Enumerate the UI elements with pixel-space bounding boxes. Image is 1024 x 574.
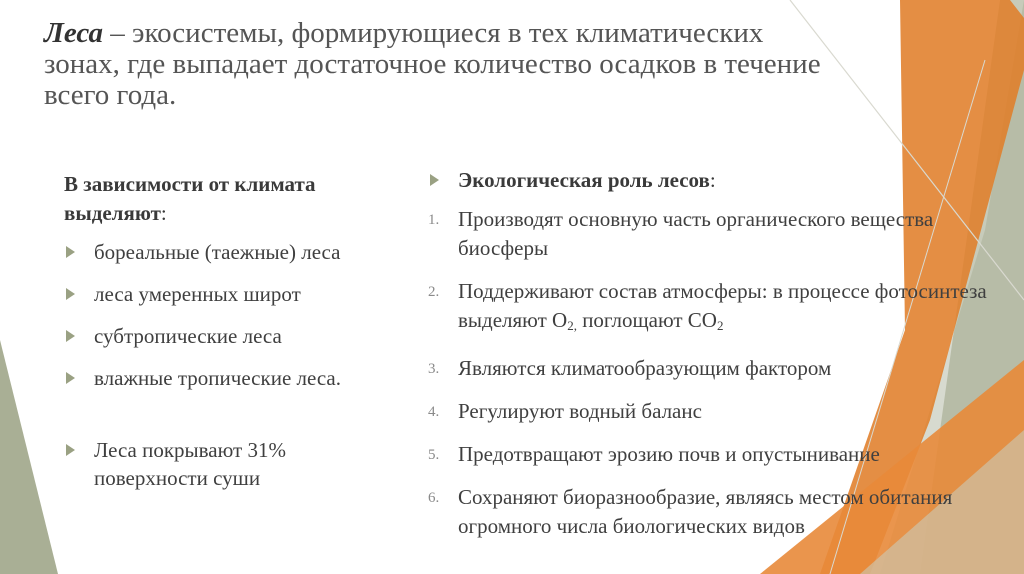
bullet-arrow-icon [66,330,75,342]
right-heading-bold: Экологическая роль лесов [458,168,710,192]
item-number: 2. [428,284,440,300]
note-text: Леса покрывают 31% поверхности суши [94,438,286,490]
list-item [64,280,394,308]
list-item [64,322,394,350]
right-column [428,166,998,555]
numbered-item [428,354,998,383]
bullet-arrow-icon [430,174,439,186]
bullet-arrow-icon [66,372,75,384]
bullet-arrow-icon [66,444,75,456]
numbered-item [428,397,998,426]
list-item-text: бореальные (таежные) леса [94,240,341,264]
title-emphasis: Леса [44,17,104,49]
list-item [64,364,394,392]
list-item-text: леса умеренных широт [94,282,301,306]
left-heading-bold: В зависимости от климата выделяют [64,172,316,225]
bullet-arrow-icon [66,246,75,258]
item-text: Предотвращают эрозию почв и опустынивание [458,442,880,466]
left-heading [64,170,394,228]
item-number: 3. [428,361,440,377]
list-item-text: субтропические леса [94,324,282,348]
forest-coverage-note [64,436,394,492]
list-item-text: влажные тропические леса. [94,366,341,390]
numbered-item [428,483,998,541]
left-heading-tail: : [160,201,167,225]
list-item [64,238,394,266]
title-text: – экосистемы, формирующиеся в тех климатических зонах, где выпадает достаточное количество осадков в течение всего года. [44,17,821,111]
left-column [64,170,394,506]
item-text: Сохраняют биоразнообразие, являясь местом обитания огромного числа биологических видов [458,485,953,538]
item-text: Являются климатообразующим фактором [458,356,832,380]
item-text: Поддерживают состав атмосферы: в процессе фотосинтеза выделяют O [458,279,987,332]
item-number: 4. [428,404,440,420]
item-number: 1. [428,212,440,228]
numbered-item [428,440,998,469]
item-text: Регулируют водный баланс [458,399,702,423]
item-number: 5. [428,447,440,463]
item-subscript: 2, [567,318,577,333]
right-heading-tail: : [709,168,716,192]
item-subscript: 2 [716,318,724,333]
slide-title [44,18,844,111]
item-text: поглощают CO [576,308,717,332]
item-number: 6. [428,490,440,506]
right-heading [428,166,998,195]
bullet-arrow-icon [66,288,75,300]
numbered-item [428,205,998,263]
item-text: Производят основную часть органического вещества биосферы [458,207,934,260]
numbered-item [428,277,998,340]
